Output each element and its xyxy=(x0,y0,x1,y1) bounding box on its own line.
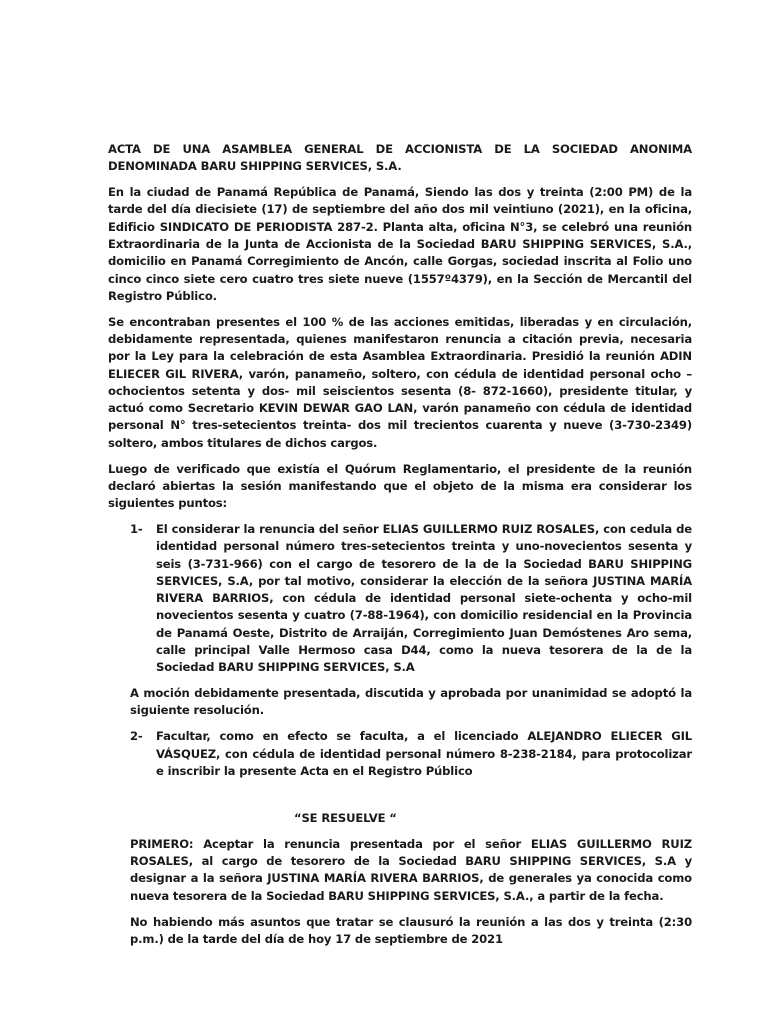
paragraph-primero: PRIMERO: Aceptar la renuncia presentada por el señor ELIAS GUILLERMO RUIZ ROSALES, al cargo de tesorero de la Sociedad BARU SHIPPING SERVICES, S.A y designar a la señora JUSTINA MARÍA RIVERA BARRIOS, de generales ya conocida como nueva tesorera de la Sociedad BARU SHIPPING SERVICES, S.A., a partir de la fecha. xyxy=(130,836,692,903)
paragraph-meeting-details: En la ciudad de Panamá República de Panamá, Siendo las dos y treinta (2:00 PM) de la tarde del día diecisiete (17) de septiembre del año dos mil veintiuno (2021), en la oficina, Edificio SINDICATO DE PERIODISTA 287-2. Planta alta, oficina N°3, se celebró una reunión Extraordinaria de la Junta de Accionista de la Sociedad BARU SHIPPING SERVICES, S.A., domicilio en Panamá Corregimiento de Ancón, calle Gorgas, sociedad inscrita al Folio uno cinco cinco siete cero cuatro tres siete nueve (1557º4379), en la Sección de Mercantil del Registro Público. xyxy=(108,185,692,303)
resolution-heading: “SE RESUELVE “ xyxy=(294,811,397,826)
list-item-number: 1- xyxy=(130,521,143,536)
paragraph-motion: A moción debidamente presentada, discutida y aprobada por unanimidad se adoptó la siguiente resolución. xyxy=(130,686,692,718)
paragraph-attendance: Se encontraban presentes el 100 % de las acciones emitidas, liberadas y en circulación, debidamente representada, quienes manifestaron renuncia a citación previa, necesaria por la Ley para la celebración de esta Asamblea Extraordinaria. Presidió la reunión ADIN ELIECER GIL RIVERA, varón, panameño, soltero, con cédula de identidad personal ocho – ochocientos setenta y dos- mil seiscientos sesenta (8- 872-1660), presidente titular, y actuó como Secretario KEVIN DEWAR GAO LAN, varón panameño con cédula de identidad personal N° tres-setecientos treinta- dos mil trecientos cuarenta y nueve (3-730-2349) soltero, ambos titulares de dichos cargos. xyxy=(108,314,692,450)
agenda-list-2 xyxy=(108,728,692,780)
list-item xyxy=(130,521,692,677)
list-item-number: 2- xyxy=(130,729,143,744)
list-item-text: Facultar, como en efecto se faculta, a el licenciado ALEJANDRO ELIECER GIL VÁSQUEZ, con cédula de identidad personal número 8-238-2184, para protocolizar e inscribir la presente Acta en el Registro Público xyxy=(156,729,692,778)
agenda-list xyxy=(108,521,692,677)
paragraph-quorum: Luego de verificado que existía el Quórum Reglamentario, el presidente de la reunión declaró abiertas la sesión manifestando que el objeto de la misma era considerar los siguientes puntos: xyxy=(108,461,692,511)
list-item xyxy=(130,728,692,780)
paragraph-closing: No habiendo más asuntos que tratar se clausuró la reunión a las dos y treinta (2:30 p.m.) de la tarde del día de hoy 17 de septiembre de 2021 xyxy=(130,914,692,946)
list-item-text: El considerar la renuncia del señor ELIAS GUILLERMO RUIZ ROSALES, con cedula de identidad personal número tres-setecientos treinta y uno-novecientos sesenta y seis (3-731-966) con el cargo de tesorero de la de la Sociedad BARU SHIPPING SERVICES, S.A, por tal motivo, considerar la elección de la señora JUSTINA MARÍA RIVERA BARRIOS, con cédula de identidad personal siete-ochenta y ocho-mil novecientos sesenta y cuatro (7-88-1964), con domicilio residencial en la Provincia de Panamá Oeste, Distrito de Arraiján, Corregimiento Juan Demóstenes Aro sema, calle principal Valle Hermoso casa D44, como la nueva tesorera de la de la Sociedad BARU SHIPPING SERVICES, S.A xyxy=(156,521,692,675)
document-title: ACTA DE UNA ASAMBLEA GENERAL DE ACCIONISTA DE LA SOCIEDAD ANONIMA DENOMINADA BARU SHIPPING SERVICES, S.A. xyxy=(108,142,692,174)
